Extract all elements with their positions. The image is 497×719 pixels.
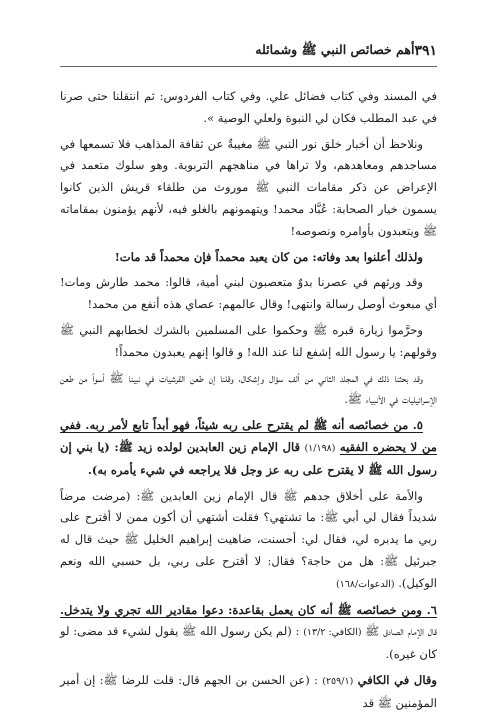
paragraph-text: في المسند وفي كتاب فضائل علي. وفي كتاب الفردوس: ثم انتقلنا حتى صرنا في عبد المطلب فكان لي النبوة ولعلي الوصية ». bbox=[60, 89, 437, 125]
reference: (الدعوات/١٦٨) bbox=[335, 578, 395, 590]
paragraph-text: وحرَّموا زيارة قبره ﷺ وحكموا على المسلمين بالشرك لخطابهم النبي ﷺ وقولهم: يا رسول الله إشفع لنا عند الله! و قالوا إنهم يعبدون محمداً! bbox=[60, 322, 437, 359]
section-heading: ٦. ومن خصائصه ﷺ أنه كان يعمل بقاعدة: دعوا مقادير الله تجري ولا يتدخل. bbox=[60, 602, 437, 617]
lead-text: قال الإمام الصادق ﷺ bbox=[365, 624, 437, 639]
paragraph-text: ونلاحظ أن أخبار خلق نور النبي ﷺ مغيبةٌ عن ثقافة المذاهب فلا تسمعها في مساجدهم ومعاهدهم، ولا تراها في مناهجهم التربوية. وهو سلوك متعمد في الإعراض عن ذكر مقامات النبي ﷺ موروث من طلقاء قريش الذين كانوا يسمون خيار الصحابة: عُبَّاد محمد! ويتهمونهم بالغلو فيه، لأنهم يؤمنون بمقاماته ﷺ ويتعبدون بأوامره ونصوصه! bbox=[60, 136, 437, 238]
body-text bbox=[60, 86, 437, 719]
paragraph bbox=[60, 320, 437, 364]
paragraph-text: قال الإمام زين العابدين لولده زيد ﷺ: (يا بني إن رسول الله ﷺ لا يقترح على ربه عز وجل فلا يراجعه في شيء يأمره به). bbox=[60, 439, 437, 477]
section-heading: ٥. من خصائصه أنه ﷺ لم يقترح على ربه شيئاً، فهو أبداً تابع لأمر ربه. ففي من لا يحضره الفقيه bbox=[60, 418, 437, 454]
paragraph-text: : (عن الحسن بن الجهم قال: قلت للرضا ﷺ: إن أمير المؤمنين ﷺ قد bbox=[60, 672, 437, 710]
header-divider bbox=[60, 66, 437, 67]
reference: (٢٥٩/١) bbox=[322, 675, 354, 687]
lead-text: وقال في الكافي bbox=[357, 672, 438, 687]
paragraph bbox=[60, 670, 437, 715]
running-title: أهم خصائص النبي ﷺ وشمائله bbox=[255, 41, 415, 57]
paragraph bbox=[60, 486, 437, 596]
reference: (١/١٩٨) bbox=[304, 442, 336, 454]
paragraph bbox=[60, 247, 437, 269]
paragraph bbox=[60, 600, 437, 666]
paragraph bbox=[60, 368, 437, 412]
paragraph-text: وقد بحثنا ذلك في المجلد الثاني من ألف سؤال وإشكال، وقلنا إن طعن القرشيات في نبينا ﷺ أسوأ من طعن الإسرائيليات في الأنبياء ﷺ. bbox=[60, 370, 437, 407]
paragraph bbox=[60, 272, 437, 316]
paragraph-text: ولذلك أعلنوا بعد وفاته: من كان يعبد محمداً فإن محمداً قد مات! bbox=[114, 249, 423, 264]
paragraph-text: والأمة على أخلاق جدهم ﷺ قال الإمام زين العابدين ﷺ: (مرضت مرضاً شديداً فقال لي أبي ﷺ: ما تشتهي؟ فقلت أشتهي أن أكون ممن لا أقترح على ربي ما يدبره لي، فقال لي: أحسنت، ضاهيت إبراهيم الخليل ﷺ حيث قال له جبرئيل ﷺ: هل من حاجة؟ فقال: لا أقترح على ربي، بل حسبي الله ونعم الوكيل). bbox=[60, 488, 437, 590]
page-header bbox=[60, 38, 437, 64]
paragraph-text: : (لم يكن رسول الله ﷺ يقول لشيء قد مضى: لو كان غيره). bbox=[60, 624, 437, 662]
paragraph bbox=[60, 134, 437, 243]
paragraph bbox=[60, 86, 437, 130]
reference: (الكافي: ١٣/٢) bbox=[303, 627, 362, 639]
page-number: ٣٩١ bbox=[414, 43, 437, 59]
paragraph-text: وقد ورثهم في عصرنا بدوٌ متعصبون لبني أمية، قالوا: محمد طارش ومات! أي مبعوث أوصل رسالة وانتهى! وقال عالمهم: عصاي هذه أنفع من محمد! bbox=[60, 275, 437, 312]
paragraph bbox=[60, 415, 437, 481]
